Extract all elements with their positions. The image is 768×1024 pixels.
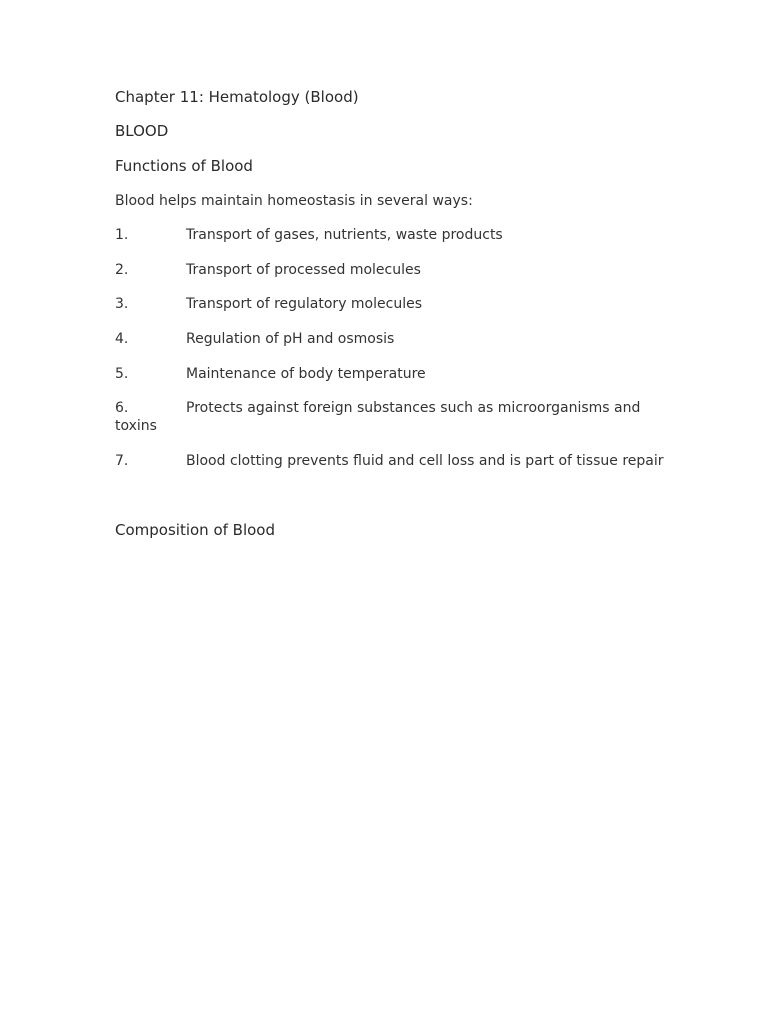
section-title: BLOOD xyxy=(115,122,169,140)
list-item xyxy=(115,330,675,348)
intro-paragraph: Blood helps maintain homeostasis in several ways: xyxy=(115,193,473,209)
list-item xyxy=(115,365,675,383)
list-item-text: Regulation of pH and osmosis xyxy=(186,331,395,347)
list-item-number: 4. xyxy=(115,331,129,347)
list-item-continuation: toxins xyxy=(115,418,157,434)
list-item-number: 2. xyxy=(115,262,129,278)
list-item xyxy=(115,399,675,435)
chapter-title: Chapter 11: Hematology (Blood) xyxy=(115,88,359,106)
composition-heading: Composition of Blood xyxy=(115,521,276,539)
list-item-text: Blood clotting prevents fluid and cell loss and is part of tissue repair xyxy=(186,453,664,469)
list-item xyxy=(115,261,675,279)
list-item xyxy=(115,452,715,470)
functions-heading: Functions of Blood xyxy=(115,157,253,175)
list-item-text: Transport of processed molecules xyxy=(186,262,421,278)
list-item-text: Transport of regulatory molecules xyxy=(186,296,422,312)
list-item xyxy=(115,226,675,244)
list-item-text: Transport of gases, nutrients, waste products xyxy=(186,227,503,243)
list-item-first-line xyxy=(115,399,675,417)
list-item-text: Protects against foreign substances such as microorganisms and xyxy=(186,400,641,416)
list-item-number: 5. xyxy=(115,366,129,382)
list-item-number: 7. xyxy=(115,453,129,469)
list-item-number: 1. xyxy=(115,227,129,243)
list-item-text: Maintenance of body temperature xyxy=(186,366,426,382)
list-item-number: 6. xyxy=(115,400,129,416)
list-item xyxy=(115,295,675,313)
list-item-number: 3. xyxy=(115,296,129,312)
